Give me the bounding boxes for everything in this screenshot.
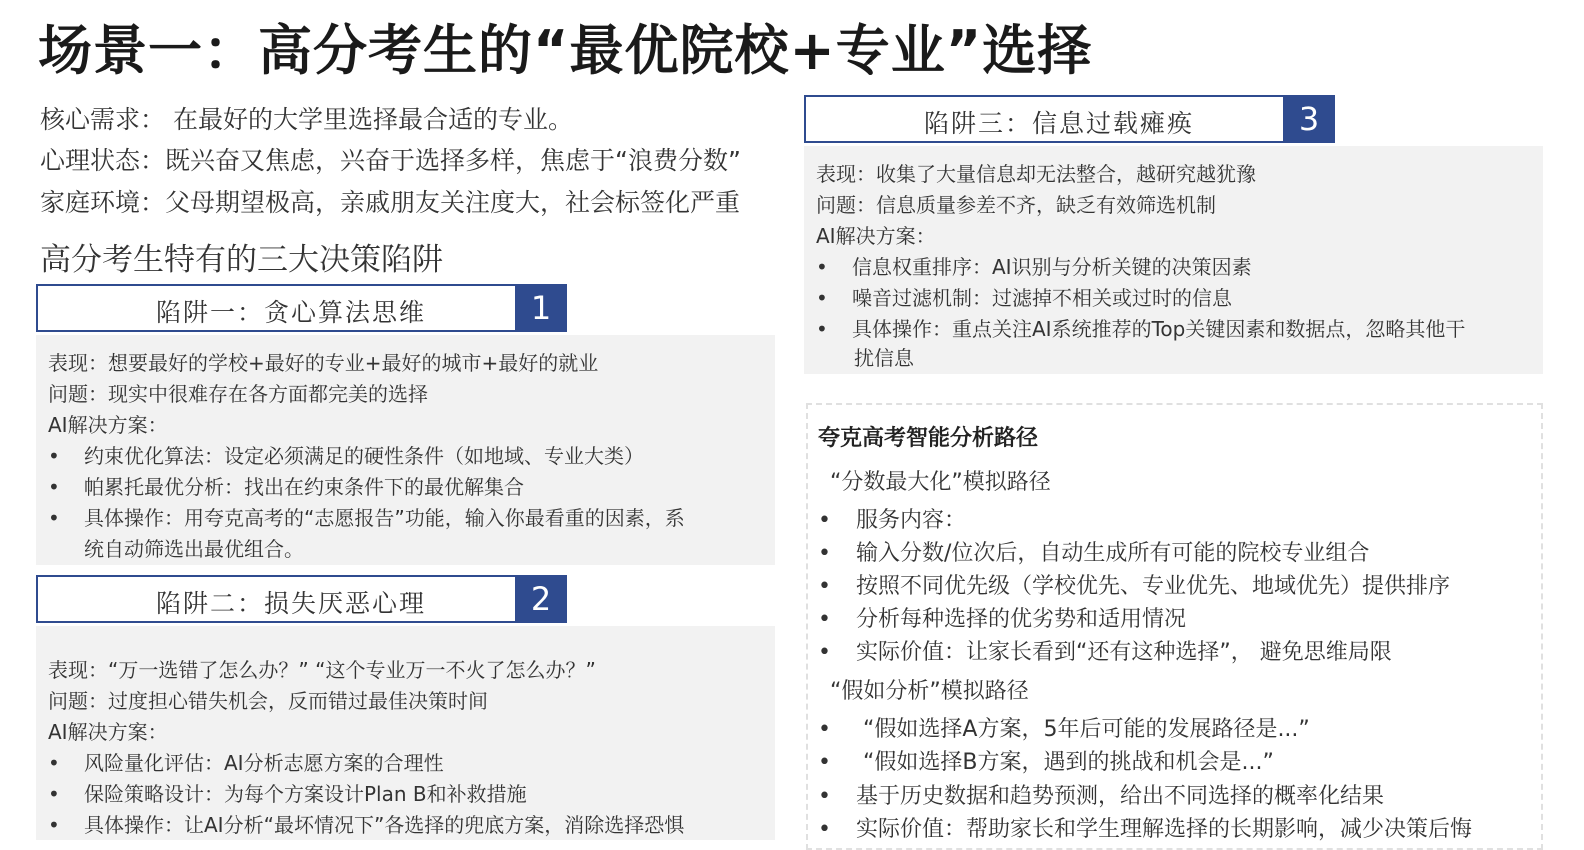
bullet-dot: • bbox=[818, 784, 831, 809]
path-2-bullet-2 bbox=[818, 745, 1274, 776]
bullet-dot: • bbox=[818, 817, 831, 842]
bullet-text: 具体操作：让AI分析“最坏情况下”各选择的兜底方案，消除选择恐惧 bbox=[84, 813, 685, 837]
bullet-text: 信息权重排序：AI识别与分析关键的决策因素 bbox=[852, 255, 1252, 279]
bullet-dot: • bbox=[818, 717, 831, 742]
page-title: 场景一：高分考生的“最优院校+专业”选择 bbox=[38, 19, 1093, 82]
trap-3-bullet-2 bbox=[816, 282, 1232, 311]
path-2-bullet-1 bbox=[818, 712, 1310, 743]
path-2-bullet-4 bbox=[818, 812, 1472, 843]
trap-1-bullet-3 bbox=[48, 502, 685, 531]
bullet-dot: • bbox=[48, 444, 60, 468]
analysis-panel bbox=[806, 403, 1543, 850]
trap-2-card bbox=[36, 626, 775, 840]
trap-2-bullet-1 bbox=[48, 747, 444, 776]
trap-2-problem: 问题：过度担心错失机会，反而错过最佳决策时间 bbox=[48, 689, 488, 713]
trap-1-title: 陷阱一：贪心算法思维 bbox=[156, 298, 427, 327]
trap-2-solution-label: AI解决方案： bbox=[48, 720, 168, 744]
family-env-text: 家庭环境：父母期望极高，亲戚朋友关注度大，社会标签化严重 bbox=[40, 188, 741, 217]
bullet-text: 基于历史数据和趋势预测，给出不同选择的概率化结果 bbox=[856, 784, 1385, 809]
bullet-text: 分析每种选择的优劣势和适用情况 bbox=[856, 607, 1187, 632]
bullet-dot: • bbox=[816, 286, 828, 310]
trap-3-card bbox=[804, 146, 1543, 374]
trap-3-header bbox=[804, 95, 1335, 143]
trap-3-bullet-3 bbox=[816, 313, 1465, 342]
trap-1-bullet-3-continuation: 统自动筛选出最优组合。 bbox=[84, 537, 304, 561]
bullet-text: 帕累托最优分析：找出在约束条件下的最优解集合 bbox=[84, 475, 524, 499]
trap-1-bullet-1 bbox=[48, 440, 644, 469]
bullet-dot: • bbox=[48, 475, 60, 499]
path-1-bullet-1 bbox=[818, 503, 966, 534]
trap-3-title: 陷阱三：信息过载瘫痪 bbox=[924, 109, 1195, 138]
section-heading: 高分考生特有的三大决策陷阱 bbox=[40, 242, 443, 278]
bullet-dot: • bbox=[818, 574, 831, 599]
core-need-text: 核心需求： 在最好的大学里选择最合适的专业。 bbox=[40, 105, 573, 134]
path-1-bullet-5 bbox=[818, 635, 1392, 666]
path-1-bullet-4 bbox=[818, 602, 1186, 633]
trap-2-symptom: 表现：“万一选错了怎么办？” “这个专业万一不火了怎么办？” bbox=[48, 658, 596, 682]
bullet-dot: • bbox=[816, 317, 828, 341]
trap-1-problem: 问题：现实中很难存在各方面都完美的选择 bbox=[48, 382, 428, 406]
trap-1-number-badge: 1 bbox=[515, 284, 567, 332]
mental-state-text: 心理状态：既兴奋又焦虑，兴奋于选择多样，焦虑于“浪费分数” bbox=[40, 146, 741, 175]
bullet-dot: • bbox=[818, 607, 831, 632]
bullet-text: 实际价值：帮助家长和学生理解选择的长期影响，减少决策后悔 bbox=[856, 817, 1473, 842]
trap-3-solution-label: AI解决方案： bbox=[816, 224, 936, 248]
path-1-bullet-3 bbox=[818, 569, 1450, 600]
bullet-text: 风险量化评估：AI分析志愿方案的合理性 bbox=[84, 751, 444, 775]
analysis-title: 夸克高考智能分析路径 bbox=[818, 426, 1039, 451]
bullet-text: 服务内容： bbox=[856, 508, 967, 533]
trap-3-number-badge: 3 bbox=[1283, 95, 1335, 143]
bullet-dot: • bbox=[48, 506, 60, 530]
trap-1-header bbox=[36, 284, 567, 332]
path-1-bullet-2 bbox=[818, 536, 1369, 567]
bullet-text: 输入分数/位次后，自动生成所有可能的院校专业组合 bbox=[856, 541, 1370, 566]
bullet-dot: • bbox=[48, 751, 60, 775]
bullet-dot: • bbox=[818, 750, 831, 775]
trap-2-header bbox=[36, 575, 567, 623]
bullet-dot: • bbox=[818, 640, 831, 665]
trap-2-number-badge: 2 bbox=[515, 575, 567, 623]
path-1-title: “分数最大化”模拟路径 bbox=[830, 470, 1051, 495]
bullet-text: 具体操作：重点关注AI系统推荐的Top关键因素和数据点，忽略其他干 bbox=[852, 317, 1466, 341]
trap-2-bullet-2 bbox=[48, 778, 527, 807]
bullet-text: 实际价值：让家长看到“还有这种选择”， 避免思维局限 bbox=[856, 640, 1392, 665]
bullet-dot: • bbox=[816, 255, 828, 279]
path-2-bullet-3 bbox=[818, 779, 1384, 810]
bullet-text: “假如选择B方案，遇到的挑战和机会是...” bbox=[856, 750, 1274, 775]
bullet-dot: • bbox=[818, 541, 831, 566]
trap-2-bullet-3 bbox=[48, 809, 684, 838]
bullet-dot: • bbox=[48, 813, 60, 837]
path-2-title: “假如分析”模拟路径 bbox=[830, 679, 1029, 704]
bullet-dot: • bbox=[818, 508, 831, 533]
trap-3-bullet-3-continuation: 扰信息 bbox=[854, 346, 914, 370]
bullet-text: “假如选择A方案，5年后可能的发展路径是...” bbox=[856, 717, 1310, 742]
trap-2-title: 陷阱二：损失厌恶心理 bbox=[156, 589, 427, 618]
trap-1-bullet-2 bbox=[48, 471, 524, 500]
trap-1-symptom: 表现：想要最好的学校+最好的专业+最好的城市+最好的就业 bbox=[48, 351, 599, 375]
trap-3-symptom: 表现：收集了大量信息却无法整合，越研究越犹豫 bbox=[816, 162, 1256, 186]
bullet-text: 噪音过滤机制：过滤掉不相关或过时的信息 bbox=[852, 286, 1232, 310]
trap-3-bullet-1 bbox=[816, 251, 1252, 280]
bullet-text: 约束优化算法：设定必须满足的硬性条件（如地域、专业大类） bbox=[84, 444, 644, 468]
bullet-dot: • bbox=[48, 782, 60, 806]
bullet-text: 按照不同优先级（学校优先、专业优先、地域优先）提供排序 bbox=[856, 574, 1451, 599]
bullet-text: 具体操作：用夸克高考的“志愿报告”功能，输入你最看重的因素，系 bbox=[84, 506, 685, 530]
trap-1-solution-label: AI解决方案： bbox=[48, 413, 168, 437]
bullet-text: 保险策略设计：为每个方案设计Plan B和补救措施 bbox=[84, 782, 527, 806]
trap-1-card bbox=[36, 335, 775, 565]
trap-3-problem: 问题：信息质量参差不齐，缺乏有效筛选机制 bbox=[816, 193, 1216, 217]
